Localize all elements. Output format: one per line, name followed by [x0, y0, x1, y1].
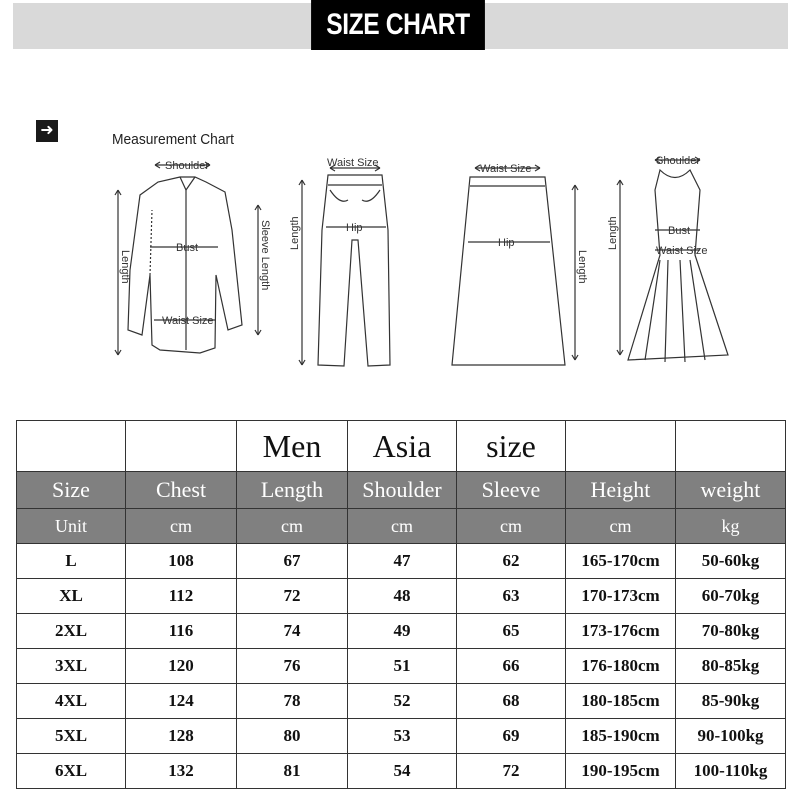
table-cell: 190-195cm: [566, 754, 676, 789]
table-row: [17, 649, 786, 684]
table-cell: 52: [348, 684, 457, 719]
measurement-chart-title: Measurement Chart: [112, 131, 234, 148]
table-row: [17, 544, 786, 579]
table-cell: 116: [126, 614, 237, 649]
title-cell: [126, 421, 237, 472]
table-row: [17, 754, 786, 789]
table-cell: 3XL: [17, 649, 126, 684]
title-cell: Men: [237, 421, 348, 472]
table-cell: 165-170cm: [566, 544, 676, 579]
title-cell: size: [457, 421, 566, 472]
table-cell: 180-185cm: [566, 684, 676, 719]
table-cell: 51: [348, 649, 457, 684]
unit-cell: cm: [348, 509, 457, 544]
pants-length-label: Length: [289, 216, 301, 250]
table-cell: 62: [457, 544, 566, 579]
table-row: [17, 614, 786, 649]
table-cell: 53: [348, 719, 457, 754]
table-row: [17, 579, 786, 614]
column-header: Length: [237, 472, 348, 509]
shirt-shoulder-label: Shoulder: [165, 160, 210, 172]
dress-bust-label: Bust: [668, 225, 691, 237]
table-cell: 185-190cm: [566, 719, 676, 754]
table-cell: 72: [237, 579, 348, 614]
unit-cell: kg: [676, 509, 786, 544]
table-cell: 2XL: [17, 614, 126, 649]
table-cell: 128: [126, 719, 237, 754]
skirt-waist-label: Waist Size: [480, 163, 532, 175]
skirt-length-label: Length: [576, 250, 588, 284]
table-cell: 100-110kg: [676, 754, 786, 789]
shirt-bust-label: Bust: [176, 242, 199, 254]
table-cell: 70-80kg: [676, 614, 786, 649]
table-cell: 6XL: [17, 754, 126, 789]
shirt-waist-label: Waist Size: [162, 315, 214, 327]
pants-waist-label: Waist Size: [327, 157, 379, 169]
table-header-row: [17, 472, 786, 509]
dress-length-label: Length: [607, 216, 619, 250]
table-cell: 54: [348, 754, 457, 789]
table-cell: 170-173cm: [566, 579, 676, 614]
table-cell: 49: [348, 614, 457, 649]
dress-figure: [607, 155, 728, 362]
table-cell: 80: [237, 719, 348, 754]
table-cell: 176-180cm: [566, 649, 676, 684]
table-cell: 132: [126, 754, 237, 789]
table-cell: 120: [126, 649, 237, 684]
unit-cell: cm: [566, 509, 676, 544]
dress-waist-label: Waist Size: [656, 245, 708, 257]
shirt-figure: [115, 160, 271, 355]
size-table: [16, 420, 786, 789]
table-cell: 66: [457, 649, 566, 684]
table-row: [17, 684, 786, 719]
table-unit-row: [17, 509, 786, 544]
table-cell: 112: [126, 579, 237, 614]
skirt-hip-label: Hip: [498, 237, 515, 249]
table-cell: 67: [237, 544, 348, 579]
table-cell: 80-85kg: [676, 649, 786, 684]
title-cell: [17, 421, 126, 472]
column-header: Chest: [126, 472, 237, 509]
table-cell: 108: [126, 544, 237, 579]
table-cell: 74: [237, 614, 348, 649]
shirt-sleeve-label: Sleeve Length: [259, 220, 271, 291]
table-cell: 78: [237, 684, 348, 719]
table-cell: 76: [237, 649, 348, 684]
table-cell: 81: [237, 754, 348, 789]
table-cell: 69: [457, 719, 566, 754]
table-cell: 173-176cm: [566, 614, 676, 649]
column-header: Size: [17, 472, 126, 509]
table-row: [17, 719, 786, 754]
table-cell: 124: [126, 684, 237, 719]
table-cell: 47: [348, 544, 457, 579]
title-cell: [566, 421, 676, 472]
column-header: weight: [676, 472, 786, 509]
table-cell: 48: [348, 579, 457, 614]
column-header: Sleeve: [457, 472, 566, 509]
table-cell: 63: [457, 579, 566, 614]
unit-cell: Unit: [17, 509, 126, 544]
table-cell: 60-70kg: [676, 579, 786, 614]
shirt-length-label: Length: [119, 250, 131, 284]
unit-cell: cm: [126, 509, 237, 544]
size-chart-title: SIZE CHART: [311, 0, 485, 50]
skirt-figure: [452, 163, 588, 365]
table-cell: L: [17, 544, 126, 579]
pants-figure: [289, 157, 390, 366]
table-title-row: [17, 421, 786, 472]
table-cell: 5XL: [17, 719, 126, 754]
table-cell: 90-100kg: [676, 719, 786, 754]
pants-hip-label: Hip: [346, 222, 363, 234]
table-cell: 72: [457, 754, 566, 789]
table-cell: 68: [457, 684, 566, 719]
unit-cell: cm: [457, 509, 566, 544]
column-header: Height: [566, 472, 676, 509]
table-cell: 85-90kg: [676, 684, 786, 719]
column-header: Shoulder: [348, 472, 457, 509]
right-arrow-icon: ➜: [36, 120, 58, 142]
title-cell: Asia: [348, 421, 457, 472]
table-cell: XL: [17, 579, 126, 614]
title-cell: [676, 421, 786, 472]
table-cell: 4XL: [17, 684, 126, 719]
dress-shoulder-label: Shoulder: [656, 155, 701, 167]
table-cell: 65: [457, 614, 566, 649]
unit-cell: cm: [237, 509, 348, 544]
table-cell: 50-60kg: [676, 544, 786, 579]
measurement-figures: [0, 150, 800, 380]
